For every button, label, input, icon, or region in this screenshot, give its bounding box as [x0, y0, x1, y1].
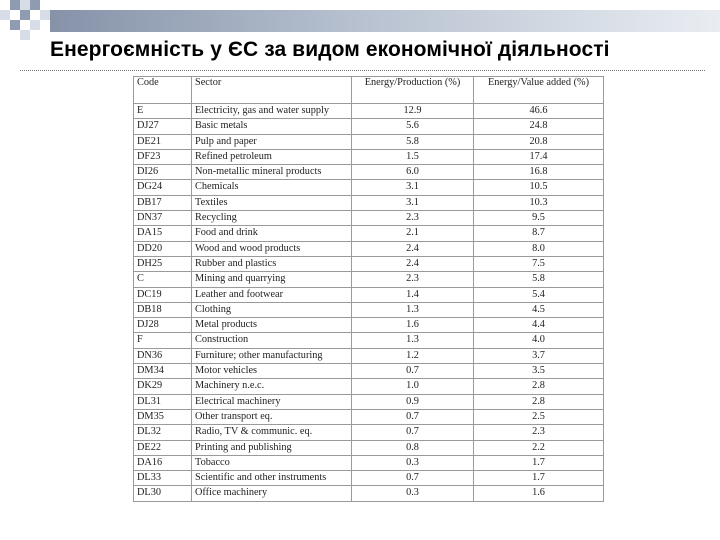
cell-sector: Wood and wood products [192, 241, 352, 256]
table-row [134, 119, 604, 134]
table-row [134, 211, 604, 226]
cell-energy-value-added: 17.4 [474, 149, 604, 164]
cell-code: DL30 [134, 486, 192, 501]
cell-energy-production: 0.8 [352, 440, 474, 455]
cell-code: DM35 [134, 409, 192, 424]
header-energy-production: Energy/Production (%) [352, 77, 474, 104]
cell-energy-production: 5.6 [352, 119, 474, 134]
cell-sector: Basic metals [192, 119, 352, 134]
cell-energy-production: 2.4 [352, 256, 474, 271]
table-row [134, 287, 604, 302]
cell-energy-production: 2.4 [352, 241, 474, 256]
cell-sector: Scientific and other instruments [192, 471, 352, 486]
cell-energy-value-added: 7.5 [474, 256, 604, 271]
decor-square [20, 30, 30, 40]
cell-code: DE22 [134, 440, 192, 455]
cell-energy-value-added: 8.0 [474, 241, 604, 256]
cell-energy-value-added: 5.8 [474, 272, 604, 287]
cell-sector: Textiles [192, 195, 352, 210]
table-row [134, 394, 604, 409]
cell-energy-value-added: 2.8 [474, 379, 604, 394]
cell-code: F [134, 333, 192, 348]
cell-energy-value-added: 4.4 [474, 318, 604, 333]
cell-sector: Rubber and plastics [192, 256, 352, 271]
table-row [134, 272, 604, 287]
cell-code: DI26 [134, 165, 192, 180]
decor-square [30, 0, 40, 10]
table-row [134, 440, 604, 455]
header-energy-value-added: Energy/Value added (%) [474, 77, 604, 104]
cell-energy-production: 0.7 [352, 471, 474, 486]
cell-code: DD20 [134, 241, 192, 256]
cell-energy-value-added: 1.6 [474, 486, 604, 501]
cell-energy-production: 0.3 [352, 486, 474, 501]
cell-code: DL33 [134, 471, 192, 486]
table-row [134, 333, 604, 348]
cell-energy-value-added: 2.2 [474, 440, 604, 455]
cell-code: DH25 [134, 256, 192, 271]
cell-energy-production: 2.3 [352, 211, 474, 226]
cell-code: DN36 [134, 348, 192, 363]
table-row [134, 409, 604, 424]
cell-energy-value-added: 24.8 [474, 119, 604, 134]
table-row [134, 318, 604, 333]
table-body [134, 104, 604, 502]
cell-energy-production: 3.1 [352, 195, 474, 210]
cell-energy-production: 0.9 [352, 394, 474, 409]
cell-energy-value-added: 9.5 [474, 211, 604, 226]
cell-sector: Other transport eq. [192, 409, 352, 424]
cell-code: DK29 [134, 379, 192, 394]
cell-code: DA15 [134, 226, 192, 241]
table-row [134, 256, 604, 271]
cell-energy-production: 1.3 [352, 333, 474, 348]
cell-sector: Chemicals [192, 180, 352, 195]
decor-square [10, 20, 20, 30]
decor-square [0, 10, 10, 20]
table-row [134, 149, 604, 164]
cell-code: E [134, 104, 192, 119]
cell-energy-production: 0.3 [352, 455, 474, 470]
cell-code: DF23 [134, 149, 192, 164]
cell-energy-production: 0.7 [352, 409, 474, 424]
cell-sector: Electricity, gas and water supply [192, 104, 352, 119]
cell-code: DM34 [134, 364, 192, 379]
cell-sector: Metal products [192, 318, 352, 333]
cell-energy-production: 1.3 [352, 302, 474, 317]
cell-sector: Machinery n.e.c. [192, 379, 352, 394]
cell-sector: Printing and publishing [192, 440, 352, 455]
cell-energy-production: 1.2 [352, 348, 474, 363]
table-row [134, 486, 604, 501]
table-row [134, 165, 604, 180]
cell-sector: Pulp and paper [192, 134, 352, 149]
table-row [134, 134, 604, 149]
slide-title: Енергоємність у ЄС за видом економічної діяльності [50, 38, 610, 61]
cell-energy-value-added: 4.5 [474, 302, 604, 317]
cell-energy-value-added: 10.3 [474, 195, 604, 210]
cell-sector: Leather and footwear [192, 287, 352, 302]
table-row [134, 379, 604, 394]
table-row [134, 195, 604, 210]
decor-square [20, 0, 30, 10]
table-row [134, 364, 604, 379]
decor-square [40, 10, 50, 20]
cell-energy-production: 12.9 [352, 104, 474, 119]
cell-energy-value-added: 1.7 [474, 471, 604, 486]
cell-code: DB18 [134, 302, 192, 317]
cell-sector: Motor vehicles [192, 364, 352, 379]
cell-energy-production: 2.3 [352, 272, 474, 287]
table-row [134, 348, 604, 363]
cell-code: DC19 [134, 287, 192, 302]
table-row [134, 302, 604, 317]
cell-code: DJ28 [134, 318, 192, 333]
cell-energy-value-added: 2.3 [474, 425, 604, 440]
cell-energy-production: 6.0 [352, 165, 474, 180]
table-row [134, 226, 604, 241]
cell-energy-value-added: 3.5 [474, 364, 604, 379]
cell-energy-production: 1.5 [352, 149, 474, 164]
cell-sector: Clothing [192, 302, 352, 317]
cell-sector: Food and drink [192, 226, 352, 241]
cell-energy-value-added: 4.0 [474, 333, 604, 348]
cell-sector: Mining and quarrying [192, 272, 352, 287]
cell-sector: Recycling [192, 211, 352, 226]
table-row [134, 104, 604, 119]
cell-energy-value-added: 5.4 [474, 287, 604, 302]
decor-square [30, 20, 40, 30]
cell-energy-production: 1.0 [352, 379, 474, 394]
cell-energy-production: 5.8 [352, 134, 474, 149]
cell-energy-production: 1.6 [352, 318, 474, 333]
cell-code: C [134, 272, 192, 287]
table-row [134, 471, 604, 486]
table-row [134, 455, 604, 470]
cell-code: DJ27 [134, 119, 192, 134]
table-row [134, 241, 604, 256]
cell-energy-value-added: 1.7 [474, 455, 604, 470]
cell-energy-production: 2.1 [352, 226, 474, 241]
header-gradient-bar [50, 10, 720, 32]
cell-energy-production: 0.7 [352, 364, 474, 379]
cell-sector: Construction [192, 333, 352, 348]
cell-code: DG24 [134, 180, 192, 195]
decor-square [20, 10, 30, 20]
cell-code: DL31 [134, 394, 192, 409]
cell-code: DE21 [134, 134, 192, 149]
cell-code: DN37 [134, 211, 192, 226]
table-row [134, 180, 604, 195]
table-row [134, 425, 604, 440]
cell-energy-production: 3.1 [352, 180, 474, 195]
cell-energy-value-added: 2.5 [474, 409, 604, 424]
cell-code: DL32 [134, 425, 192, 440]
cell-sector: Refined petroleum [192, 149, 352, 164]
table-header-row [134, 77, 604, 104]
energy-intensity-table [133, 76, 604, 502]
cell-energy-value-added: 20.8 [474, 134, 604, 149]
cell-energy-value-added: 2.8 [474, 394, 604, 409]
cell-energy-value-added: 3.7 [474, 348, 604, 363]
header-code: Code [134, 77, 192, 104]
cell-code: DA16 [134, 455, 192, 470]
cell-sector: Tobacco [192, 455, 352, 470]
cell-sector: Non-metallic mineral products [192, 165, 352, 180]
cell-energy-value-added: 46.6 [474, 104, 604, 119]
cell-sector: Furniture; other manufacturing [192, 348, 352, 363]
cell-energy-production: 0.7 [352, 425, 474, 440]
cell-energy-production: 1.4 [352, 287, 474, 302]
decor-square [10, 0, 20, 10]
cell-code: DB17 [134, 195, 192, 210]
cell-energy-value-added: 16.8 [474, 165, 604, 180]
cell-energy-value-added: 10.5 [474, 180, 604, 195]
title-divider [20, 70, 705, 71]
cell-sector: Radio, TV & communic. eq. [192, 425, 352, 440]
cell-sector: Office machinery [192, 486, 352, 501]
header-sector: Sector [192, 77, 352, 104]
cell-sector: Electrical machinery [192, 394, 352, 409]
cell-energy-value-added: 8.7 [474, 226, 604, 241]
